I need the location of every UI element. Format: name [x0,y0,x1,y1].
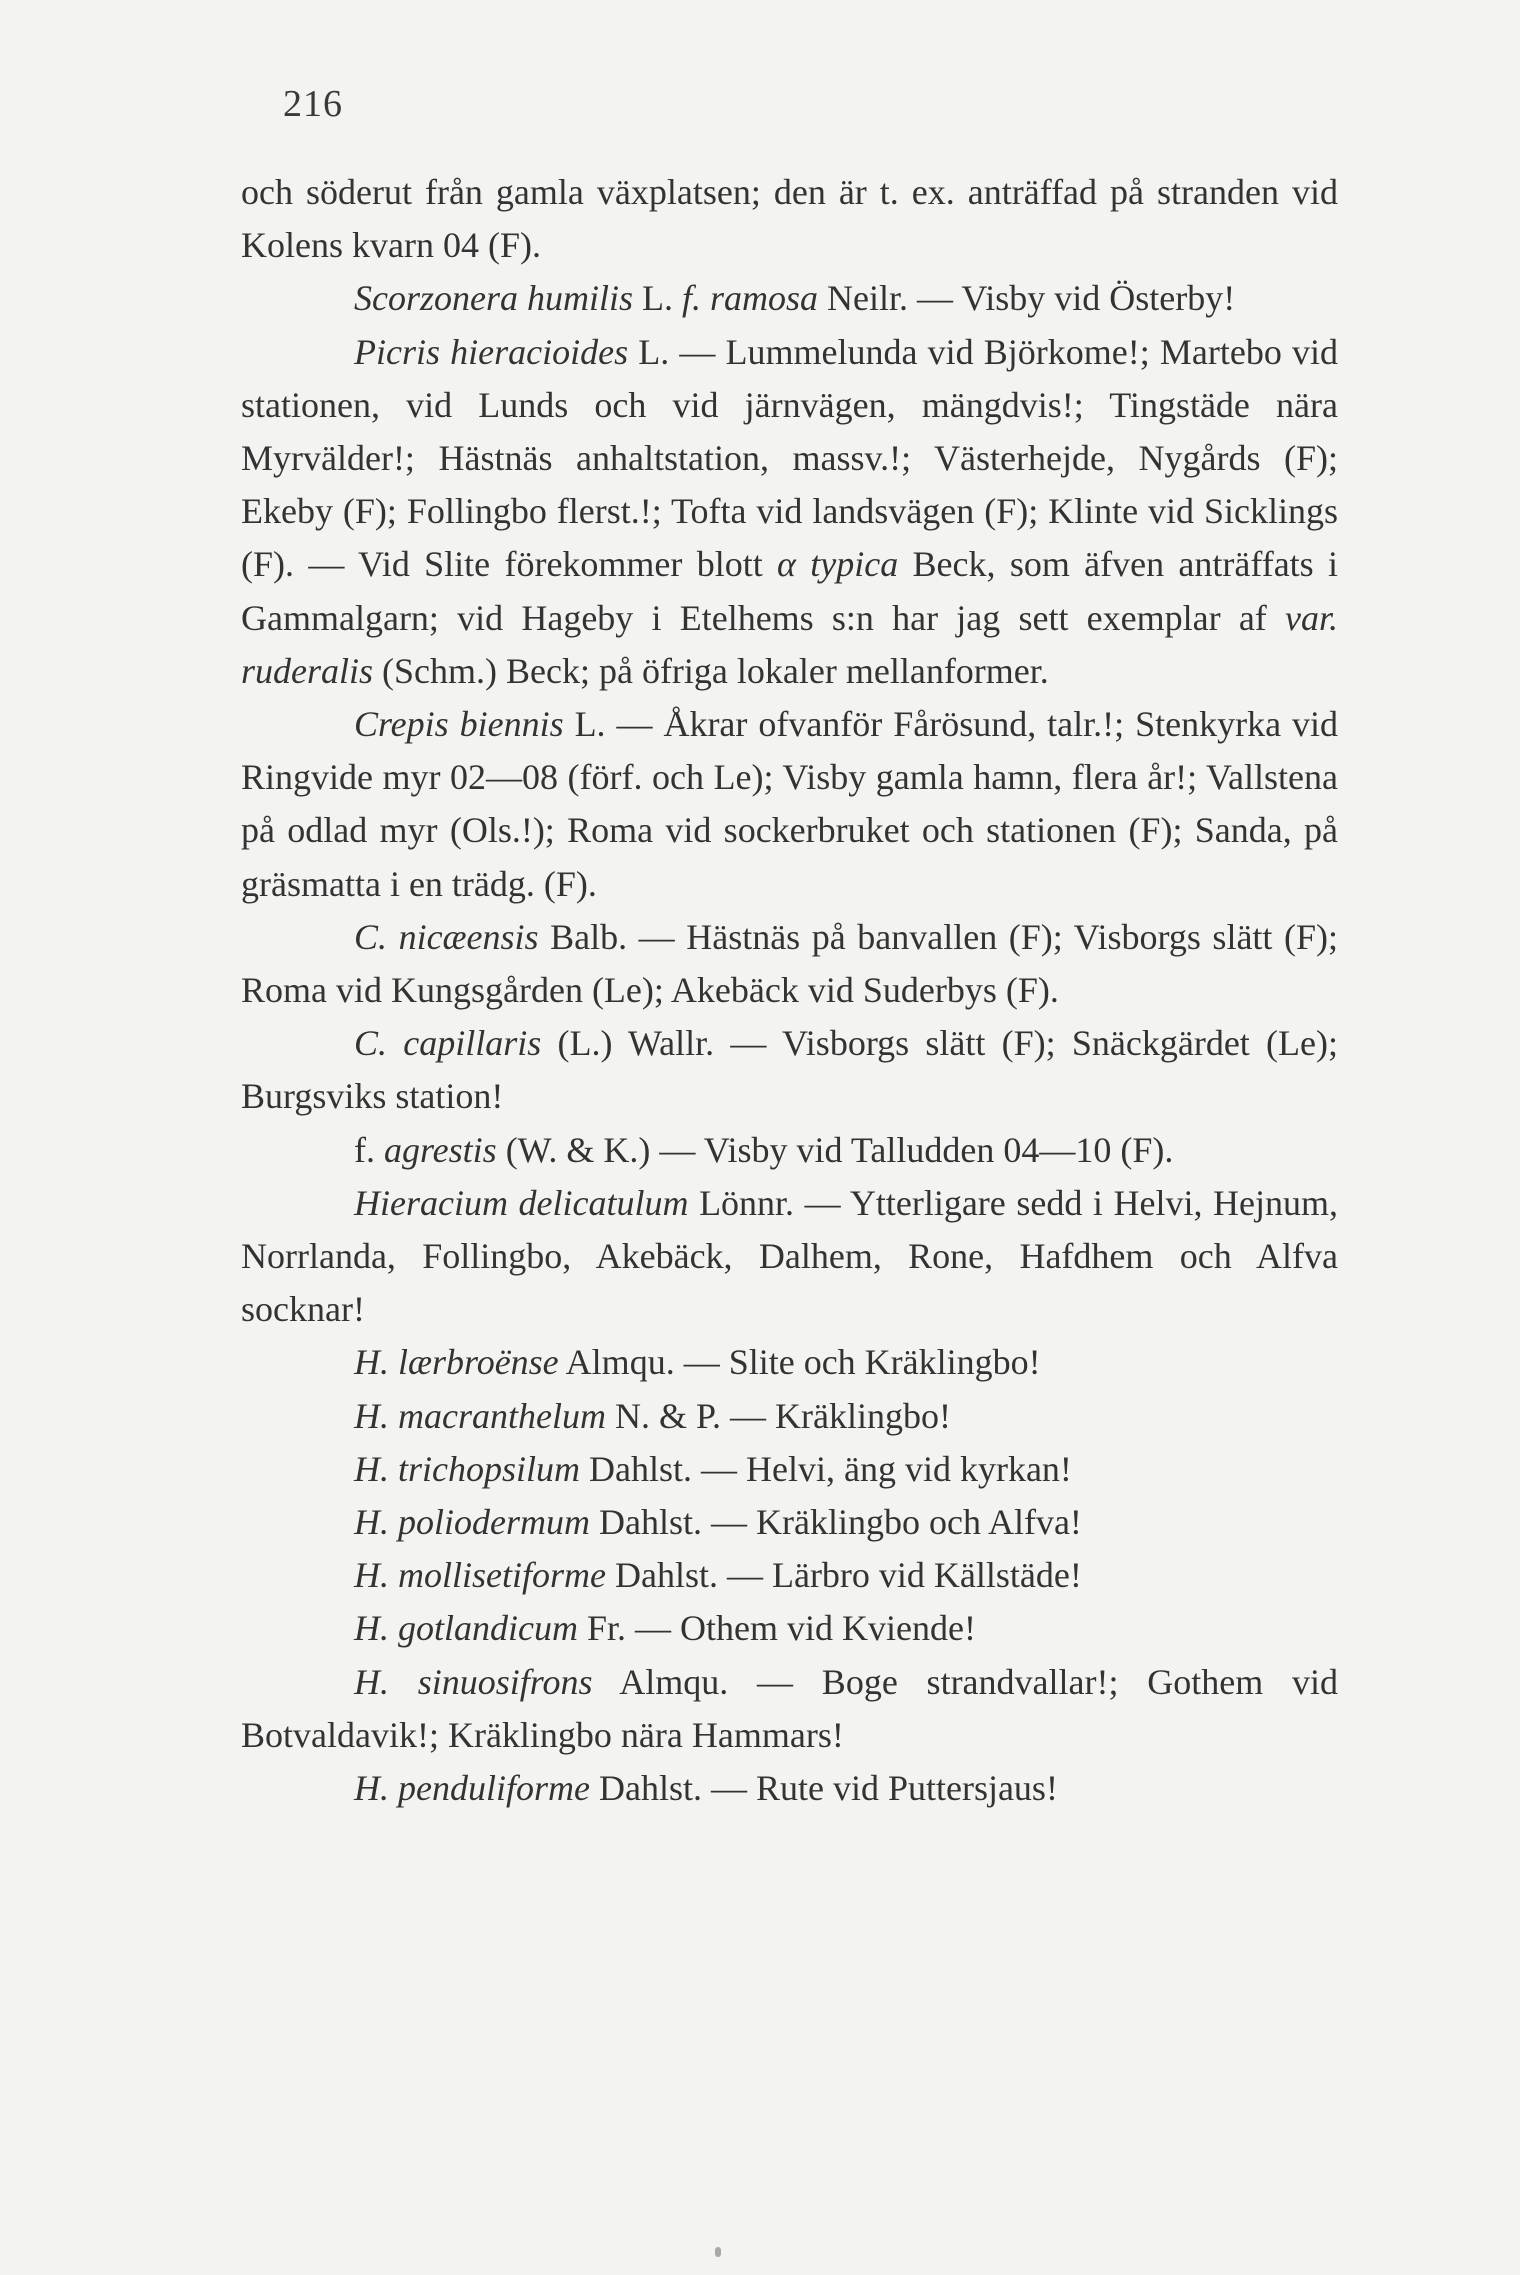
text-run: Fr. — Othem vid Kviende! [577,1608,976,1649]
italic-taxon: f. ramosa [682,278,819,319]
page-number: 216 [283,83,343,125]
page-body-text [241,166,1338,1815]
italic-taxon: H. trichopsilum [354,1448,581,1489]
text-run: N. & P. — Kräklingbo! [605,1395,951,1436]
paragraph [241,1656,1338,1762]
paragraph [241,1390,1338,1443]
paragraph [241,1124,1338,1177]
text-run: och söderut från gamla växplatsen; den är t. ex. anträffad på stranden vid Kolens kvarn 04 (F). [241,172,1338,266]
text-run: (W. & K.) — Visby vid Talludden 04—10 (F). [496,1129,1174,1170]
text-run: (Schm.) Beck; på öfriga lokaler mellanformer. [373,650,1049,691]
italic-taxon: var. ruderalis [241,597,1338,691]
italic-taxon: Scorzonera humilis [354,278,633,319]
italic-taxon: C. capillaris [354,1023,542,1064]
italic-taxon: H. penduliforme [354,1768,590,1809]
paragraph [241,1549,1338,1602]
text-run: L. — Åkrar ofvanför Fårösund, talr.!; Stenkyrka vid Ringvide myr 02—08 (förf. och Le); Visby gamla hamn, flera år!; Vallstena på odlad myr (Ols.!); Roma vid sockerbruket och stationen (F); Sanda, på gräsmatta i en trädg. (F). [241,704,1338,904]
paragraph [241,1602,1338,1655]
text-run: Dahlst. — Lärbro vid Källstäde! [605,1555,1082,1596]
print-speck [715,2247,721,2257]
italic-taxon: H. lærbroënse [354,1342,559,1383]
italic-taxon: α typica [777,544,899,585]
paragraph [241,326,1338,698]
text-run: Neilr. — Visby vid Österby! [818,278,1236,319]
text-run: Dahlst. — Helvi, äng vid kyrkan! [580,1448,1072,1489]
text-run: L. [633,278,682,319]
text-run: (L.) Wallr. — Visborgs slätt (F); Snäckgärdet (Le); Burgsviks station! [241,1023,1338,1117]
paragraph [241,1177,1338,1337]
italic-taxon: Hieracium delicatulum [354,1182,689,1223]
text-run: Almqu. — Slite och Kräklingbo! [558,1342,1041,1383]
italic-taxon: C. nicæensis [354,916,539,957]
italic-taxon: H. poliodermum [354,1502,590,1543]
italic-taxon: Crepis biennis [354,704,564,745]
text-run: Dahlst. — Rute vid Puttersjaus! [589,1768,1058,1809]
paragraph [241,1336,1338,1389]
paragraph [241,911,1338,1017]
text-run: Beck, som äfven anträffats i Gammalgarn; vid Hageby i Etelhems s:n har jag sett exemplar af [241,544,1338,638]
italic-taxon: agrestis [384,1129,497,1170]
paragraph [241,698,1338,911]
italic-taxon: H. sinuosifrons [354,1661,593,1702]
text-run: L. — Lummelunda vid Björkome!; Martebo vid stationen, vid Lunds och vid järnvägen, mängdvis!; Tingstäde nära Myrvälder!; Hästnäs anhaltstation, massv.!; Västerhejde, Nygårds (F); Ekeby (F); Follingbo flerst.!; Tofta vid landsvägen (F); Klinte vid Sicklings (F). — Vid Slite förekommer blott [241,331,1338,585]
italic-taxon: H. macranthelum [354,1395,606,1436]
paragraph [241,1017,1338,1123]
paragraph [241,1762,1338,1815]
italic-taxon: Picris hieracioides [354,331,629,372]
italic-taxon: H. mollisetiforme [354,1555,606,1596]
text-run: Balb. — Hästnäs på banvallen (F); Visborgs slätt (F); Roma vid Kungsgården (Le); Akebäck vid Suderbys (F). [241,916,1338,1011]
paragraph [241,1443,1338,1496]
paragraph [241,1496,1338,1549]
paragraph [241,272,1338,325]
text-run: f. [354,1129,384,1170]
text-run: Dahlst. — Kräklingbo och Alfva! [590,1502,1082,1543]
paragraph [241,166,1338,272]
italic-taxon: H. gotlandicum [354,1608,578,1649]
text-run: Lönnr. — Ytterligare sedd i Helvi, Hejnum, Norrlanda, Follingbo, Akebäck, Dalhem, Rone, Hafdhem och Alfva socknar! [241,1182,1338,1330]
text-run: Almqu. — Boge strandvallar!; Gothem vid Botvaldavik!; Kräklingbo nära Hammars! [241,1661,1338,1755]
